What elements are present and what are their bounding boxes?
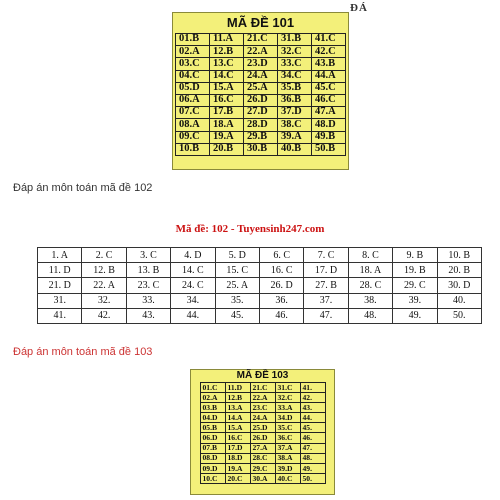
answer-row <box>38 308 482 323</box>
answer-cell: 12. B <box>82 263 126 278</box>
answer-cell: 24.A <box>250 413 275 423</box>
answer-cell: 7. C <box>304 248 348 263</box>
answer-cell: 27.D <box>244 107 278 119</box>
answer-cell: 24. C <box>171 278 215 293</box>
answer-cell: 34.D <box>275 413 300 423</box>
answer-key-103-title: MÃ ĐỀ 103 <box>236 370 289 381</box>
answer-cell: 16.C <box>210 94 244 106</box>
answer-cell: 39.A <box>278 131 312 143</box>
answer-cell: 12.B <box>225 393 250 403</box>
answer-cell: 05.D <box>176 82 210 94</box>
answer-row <box>38 278 482 293</box>
answer-key-103-grid <box>200 382 326 484</box>
answer-cell: 26. D <box>259 278 303 293</box>
answer-cell: 34.C <box>278 70 312 82</box>
answer-cell: 6. C <box>259 248 303 263</box>
answer-cell: 48.D <box>312 119 346 131</box>
answer-cell: 40.C <box>275 473 300 483</box>
answer-key-102-title: Mã đề: 102 - Tuyensinh247.com <box>175 223 325 235</box>
answer-cell: 49. <box>393 308 437 323</box>
answer-cell: 32.C <box>275 393 300 403</box>
answer-cell: 19.A <box>210 131 244 143</box>
answer-cell: 21.C <box>250 383 275 393</box>
answer-cell: 17.D <box>225 443 250 453</box>
answer-cell: 4. D <box>171 248 215 263</box>
answer-cell: 04.C <box>176 70 210 82</box>
caption-code-102: Đáp án môn toán mã đề 102 <box>13 182 153 194</box>
answer-cell: 46. <box>300 433 325 443</box>
answer-cell: 11.A <box>210 34 244 46</box>
answer-cell: 38.C <box>278 119 312 131</box>
answer-cell: 5. D <box>215 248 259 263</box>
answer-row <box>200 463 325 473</box>
answer-key-101-image <box>172 12 349 170</box>
answer-cell: 30. D <box>437 278 481 293</box>
answer-cell: 08.A <box>176 119 210 131</box>
answer-cell: 46.C <box>312 94 346 106</box>
answer-cell: 20.C <box>225 473 250 483</box>
answer-row <box>176 143 346 155</box>
answer-cell: 20.B <box>210 143 244 155</box>
answer-cell: 35.C <box>275 423 300 433</box>
answer-cell: 04.D <box>200 413 225 423</box>
answer-cell: 36. <box>259 293 303 308</box>
answer-cell: 25. A <box>215 278 259 293</box>
answer-cell: 39. <box>393 293 437 308</box>
answer-cell: 21. D <box>38 278 82 293</box>
answer-cell: 43.B <box>312 58 346 70</box>
answer-cell: 22.A <box>244 46 278 58</box>
answer-cell: 33. <box>126 293 170 308</box>
answer-cell: 47. <box>300 443 325 453</box>
answer-cell: 06.D <box>200 433 225 443</box>
answer-cell: 31.C <box>275 383 300 393</box>
answer-cell: 30.B <box>244 143 278 155</box>
answer-cell: 48. <box>348 308 392 323</box>
answer-cell: 42. <box>300 393 325 403</box>
answer-cell: 34. <box>171 293 215 308</box>
answer-cell: 26.D <box>244 94 278 106</box>
answer-row <box>176 94 346 106</box>
caption-code-103: Đáp án môn toán mã đề 103 <box>13 346 153 358</box>
answer-row <box>176 82 346 94</box>
answer-cell: 01.C <box>200 383 225 393</box>
answer-cell: 44.A <box>312 70 346 82</box>
answer-row <box>176 119 346 131</box>
answer-cell: 49. <box>300 463 325 473</box>
answer-cell: 10.B <box>176 143 210 155</box>
answer-cell: 37.A <box>275 443 300 453</box>
answer-row <box>200 443 325 453</box>
answer-cell: 23.C <box>250 403 275 413</box>
answer-cell: 45.C <box>312 82 346 94</box>
answer-cell: 23.D <box>244 58 278 70</box>
answer-cell: 35.B <box>278 82 312 94</box>
answer-row <box>200 423 325 433</box>
answer-cell: 36.B <box>278 94 312 106</box>
answer-cell: 1. A <box>38 248 82 263</box>
answer-cell: 33.C <box>278 58 312 70</box>
answer-row <box>200 403 325 413</box>
answer-cell: 19.A <box>225 463 250 473</box>
answer-cell: 44. <box>300 413 325 423</box>
answer-cell: 43. <box>300 403 325 413</box>
answer-cell: 05.B <box>200 423 225 433</box>
answer-cell: 32.C <box>278 46 312 58</box>
answer-cell: 38.A <box>275 453 300 463</box>
answer-cell: 41. <box>38 308 82 323</box>
answer-row <box>200 453 325 463</box>
answer-cell: 50.B <box>312 143 346 155</box>
answer-cell: 24.A <box>244 70 278 82</box>
answer-cell: 13. B <box>126 263 170 278</box>
answer-key-101-grid <box>175 33 346 156</box>
answer-row <box>200 473 325 483</box>
answer-row <box>200 413 325 423</box>
answer-cell: 32. <box>82 293 126 308</box>
answer-cell: 09.C <box>176 131 210 143</box>
answer-cell: 9. B <box>393 248 437 263</box>
answer-cell: 48. <box>300 453 325 463</box>
answer-row <box>176 70 346 82</box>
answer-cell: 8. C <box>348 248 392 263</box>
answer-cell: 46. <box>259 308 303 323</box>
cropped-header-fragment: ĐÁ <box>350 2 368 14</box>
answer-cell: 47.A <box>312 107 346 119</box>
answer-cell: 11.D <box>225 383 250 393</box>
answer-cell: 14.A <box>225 413 250 423</box>
answer-cell: 28. C <box>348 278 392 293</box>
answer-row <box>38 263 482 278</box>
answer-cell: 26.D <box>250 433 275 443</box>
answer-cell: 29. C <box>393 278 437 293</box>
answer-cell: 16.C <box>225 433 250 443</box>
answer-cell: 50. <box>300 473 325 483</box>
answer-cell: 29.B <box>244 131 278 143</box>
answer-cell: 15. C <box>215 263 259 278</box>
answer-cell: 44. <box>171 308 215 323</box>
answer-key-101-title: MÃ ĐỀ 101 <box>226 15 295 30</box>
answer-cell: 11. D <box>38 263 82 278</box>
answer-row <box>176 34 346 46</box>
answer-cell: 23. C <box>126 278 170 293</box>
answer-row <box>200 433 325 443</box>
answer-cell: 50. <box>437 308 481 323</box>
answer-cell: 37. <box>304 293 348 308</box>
answer-cell: 27.A <box>250 443 275 453</box>
answer-cell: 45. <box>215 308 259 323</box>
answer-cell: 20. B <box>437 263 481 278</box>
answer-cell: 02.A <box>200 393 225 403</box>
answer-row <box>200 393 325 403</box>
answer-cell: 42. <box>82 308 126 323</box>
answer-cell: 2. C <box>82 248 126 263</box>
answer-cell: 10. B <box>437 248 481 263</box>
answer-cell: 25.A <box>244 82 278 94</box>
answer-cell: 41.C <box>312 34 346 46</box>
answer-cell: 42.C <box>312 46 346 58</box>
answer-cell: 18.A <box>210 119 244 131</box>
answer-key-102-table <box>37 247 482 324</box>
answer-cell: 19. B <box>393 263 437 278</box>
answer-cell: 29.C <box>250 463 275 473</box>
answer-row <box>176 46 346 58</box>
answer-cell: 03.C <box>176 58 210 70</box>
answer-cell: 15.A <box>225 423 250 433</box>
answer-cell: 02.A <box>176 46 210 58</box>
answer-row <box>38 248 482 263</box>
answer-cell: 49.B <box>312 131 346 143</box>
answer-cell: 07.B <box>200 443 225 453</box>
answer-key-103-image <box>190 369 335 495</box>
answer-cell: 25.D <box>250 423 275 433</box>
answer-cell: 14.C <box>210 70 244 82</box>
answer-cell: 28.D <box>244 119 278 131</box>
answer-cell: 13.A <box>225 403 250 413</box>
answer-cell: 40. <box>437 293 481 308</box>
answer-cell: 35. <box>215 293 259 308</box>
answer-cell: 09.D <box>200 463 225 473</box>
answer-cell: 47. <box>304 308 348 323</box>
answer-cell: 10.C <box>200 473 225 483</box>
answer-cell: 08.D <box>200 453 225 463</box>
answer-cell: 3. C <box>126 248 170 263</box>
answer-cell: 40.B <box>278 143 312 155</box>
answer-cell: 31.B <box>278 34 312 46</box>
answer-cell: 18. A <box>348 263 392 278</box>
answer-cell: 15.A <box>210 82 244 94</box>
answer-cell: 21.C <box>244 34 278 46</box>
answer-cell: 14. C <box>171 263 215 278</box>
answer-cell: 18.D <box>225 453 250 463</box>
answer-cell: 17.B <box>210 107 244 119</box>
answer-cell: 45. <box>300 423 325 433</box>
answer-row <box>176 58 346 70</box>
answer-cell: 17. D <box>304 263 348 278</box>
answer-cell: 13.C <box>210 58 244 70</box>
answer-cell: 38. <box>348 293 392 308</box>
answer-cell: 33.A <box>275 403 300 413</box>
answer-cell: 43. <box>126 308 170 323</box>
answer-cell: 27. B <box>304 278 348 293</box>
answer-cell: 22. A <box>82 278 126 293</box>
answer-cell: 03.B <box>200 403 225 413</box>
answer-cell: 37.D <box>278 107 312 119</box>
answer-row <box>200 383 325 393</box>
answer-cell: 28.C <box>250 453 275 463</box>
answer-cell: 41. <box>300 383 325 393</box>
answer-cell: 16. C <box>259 263 303 278</box>
answer-row <box>176 107 346 119</box>
answer-cell: 12.B <box>210 46 244 58</box>
answer-row <box>38 293 482 308</box>
answer-cell: 36.C <box>275 433 300 443</box>
answer-cell: 39.D <box>275 463 300 473</box>
answer-cell: 06.A <box>176 94 210 106</box>
answer-cell: 31. <box>38 293 82 308</box>
answer-cell: 22.A <box>250 393 275 403</box>
answer-cell: 30.A <box>250 473 275 483</box>
answer-cell: 07.C <box>176 107 210 119</box>
answer-row <box>176 131 346 143</box>
answer-cell: 01.B <box>176 34 210 46</box>
